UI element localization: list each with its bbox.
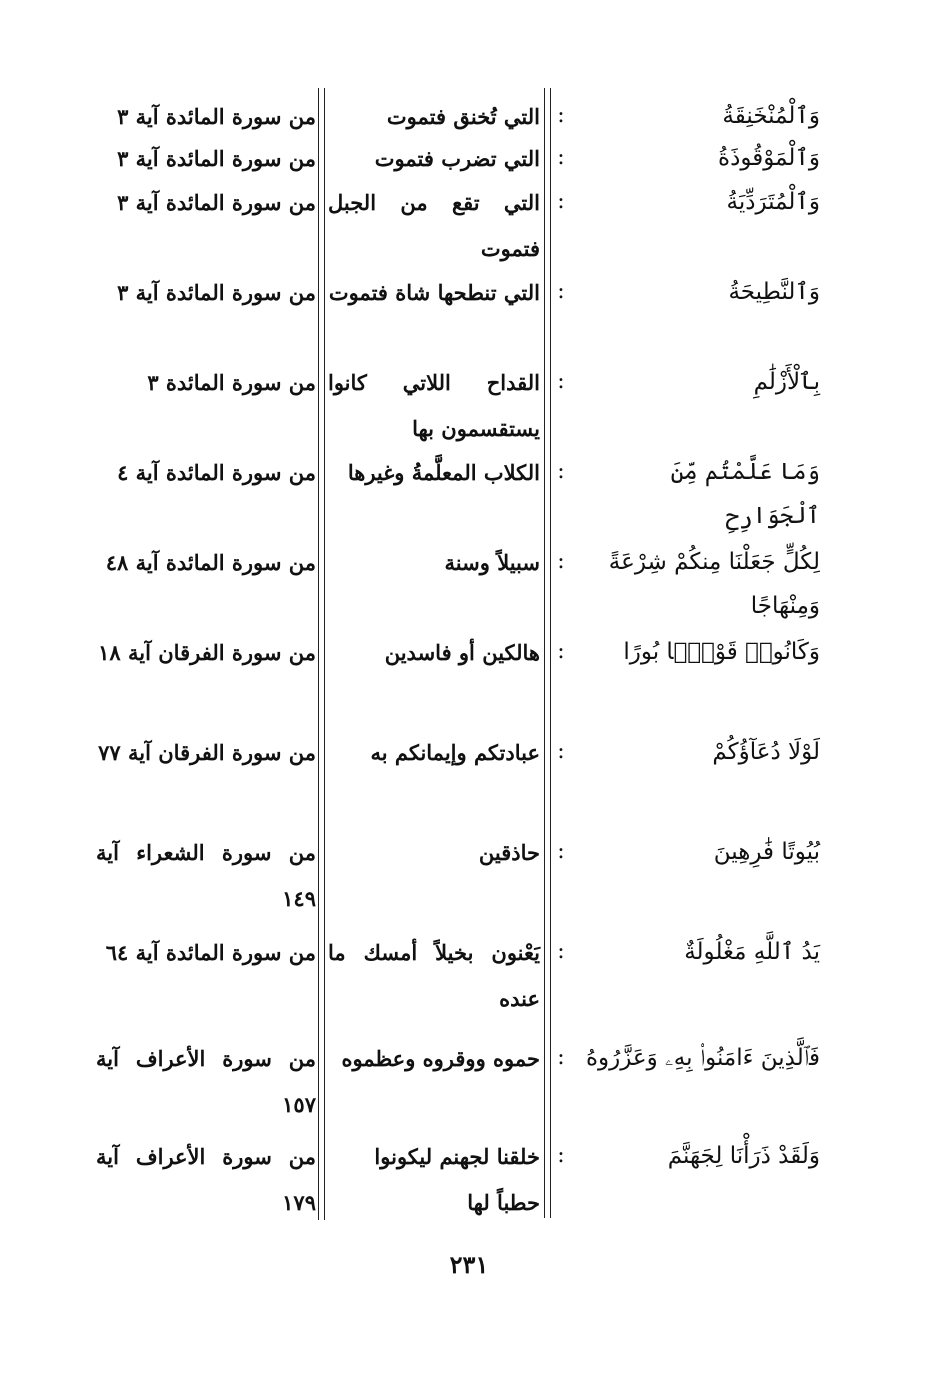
separator-colon: : — [557, 639, 565, 664]
separator-colon: : — [557, 549, 565, 574]
verse-source: من سورة الفرقان آية ٧٧ — [98, 740, 316, 765]
verse-source: من سورة المائدة آية ٣ — [117, 146, 316, 171]
verse-source: من سورة المائدة آية ٣ — [117, 104, 316, 129]
column-divider — [318, 88, 319, 1220]
word-meaning: سبيلاً وسنة — [444, 550, 540, 575]
quranic-word: يَدُ ٱللَّهِ مَغْلُولَةٌ — [684, 939, 820, 965]
quranic-word: وَكَانُوا۟ قَوْمًۢا بُورًا — [623, 639, 820, 665]
quranic-word: وَٱلْمُتَرَدِّيَةُ — [726, 189, 820, 215]
quranic-word: وَلَقَدْ ذَرَأْنَا لِجَهَنَّمَ — [667, 1143, 820, 1169]
quranic-word: وَٱلْمَوْقُوذَةُ — [718, 145, 820, 171]
word-meaning: حاذقين — [478, 840, 540, 865]
word-meaning: عبادتكم وإيمانكم به — [370, 740, 540, 765]
quranic-word: وَمَا عَلَّمْتُم مِّنَ ٱلْجَوَارِحِ — [670, 459, 820, 529]
word-meaning: التي تُخنق فتموت — [386, 104, 540, 129]
word-meaning: هالكين أو فاسدين — [384, 640, 540, 665]
word-meaning: التي تضرب فتموت — [374, 146, 540, 171]
quranic-word: وَٱلْمُنْخَنِقَةُ — [722, 103, 820, 129]
separator-colon: : — [557, 369, 565, 394]
separator-colon: : — [557, 739, 565, 764]
word-meaning: الكلاب المعلَّمةُ وغيرها — [347, 460, 540, 485]
column-divider — [550, 88, 551, 1218]
separator-colon: : — [557, 839, 565, 864]
quranic-word: لَوْلَا دُعَآؤُكُمْ — [712, 739, 820, 765]
quranic-word: فَٱلَّذِينَ ءَامَنُوا۟ بِهِۦ وَعَزَّرُوهُ — [585, 1045, 820, 1071]
verse-source: من سورة المائدة آية ٣ — [117, 280, 316, 305]
separator-colon: : — [557, 279, 565, 304]
verse-source: من سورة الأعراف آية ١٥٧ — [96, 1046, 316, 1117]
verse-source: من سورة المائدة آية ٦٤ — [105, 940, 316, 965]
word-meaning: التي تقع من الجبل فتموت — [328, 190, 540, 261]
verse-source: من سورة الأعراف آية ١٧٩ — [96, 1144, 316, 1215]
separator-colon: : — [557, 145, 565, 170]
word-meaning: حموه ووقروه وعظموه — [341, 1046, 540, 1071]
column-divider — [324, 88, 325, 1220]
verse-source: من سورة المائدة آية ٤ — [117, 460, 316, 485]
verse-source: من سورة الفرقان آية ١٨ — [98, 640, 316, 665]
word-meaning: يَعْنون بخيلاً أمسك ما عنده — [328, 940, 540, 1011]
word-meaning: التي تنطحها شاة فتموت — [328, 280, 540, 305]
separator-colon: : — [557, 459, 565, 484]
quranic-word: وَٱلنَّطِيحَةُ — [728, 279, 820, 305]
separator-colon: : — [557, 189, 565, 214]
word-meaning: القداح اللاتي كانوا يستقسمون بها — [328, 370, 540, 441]
quranic-word: لِكُلٍّ جَعَلْنَا مِنكُمْ شِرْعَةً وَمِنْهَاجًا — [608, 549, 820, 619]
quranic-word: بُيُوتًا فَٰرِهِينَ — [713, 839, 820, 865]
word-meaning: خلقنا لجهنم ليكونوا حطباً لها — [374, 1144, 540, 1215]
column-divider — [544, 88, 545, 1218]
separator-colon: : — [557, 939, 565, 964]
verse-source: من سورة المائدة ٣ — [147, 370, 316, 395]
quranic-word: بِٱلْأَزْلَٰمِ — [753, 369, 820, 395]
verse-source: من سورة الشعراء آية ١٤٩ — [96, 840, 316, 911]
page-number: ٢٣١ — [449, 1250, 489, 1279]
separator-colon: : — [557, 103, 565, 128]
separator-colon: : — [557, 1045, 565, 1070]
verse-source: من سورة المائدة آية ٣ — [117, 190, 316, 215]
separator-colon: : — [557, 1143, 565, 1168]
verse-source: من سورة المائدة آية ٤٨ — [105, 550, 316, 575]
